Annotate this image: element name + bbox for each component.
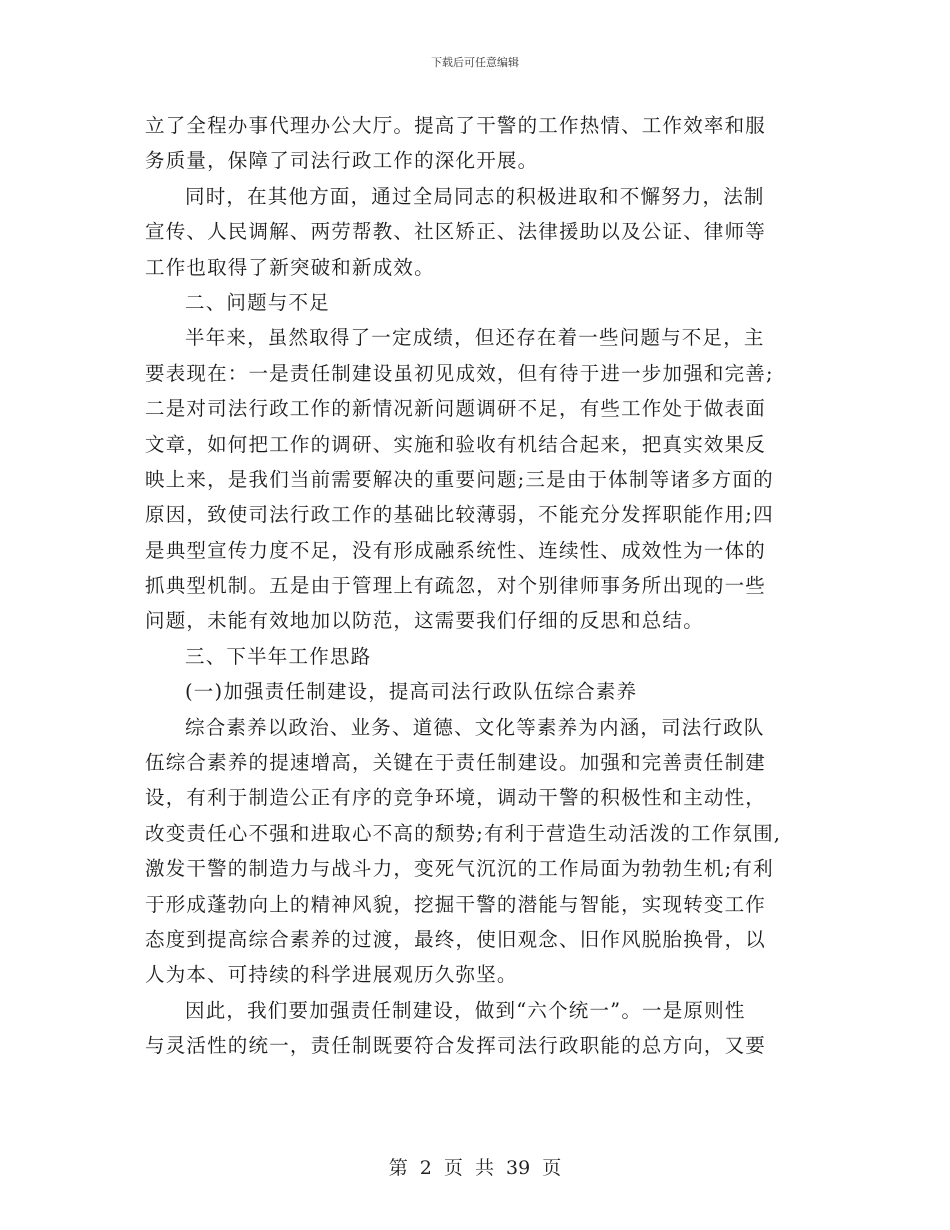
subsection-heading: (一)加强责任制建设，提高司法行政队伍综合素养 [185, 680, 638, 704]
text-line: 宣传、人民调解、两劳帮教、社区矫正、法律援助以及公证、律师等 [145, 220, 767, 244]
text-line: 设，有利于制造公正有序的竞争环境，调动干警的积极性和主动性， [145, 786, 767, 810]
text-line: 要表现在：一是责任制建设虽初见成效，但有待于进一步加强和完善; [145, 361, 774, 385]
text-line: 态度到提高综合素养的过渡，最终，使旧观念、旧作风脱胎换骨，以 [145, 927, 767, 951]
text-line: 综合素养以政治、业务、道德、文化等素养为内涵，司法行政队 [185, 715, 765, 739]
text-line: 改变责任心不强和进取心不高的颓势;有利于营造生动活泼的工作氛围, [145, 821, 782, 845]
text-line: 半年来，虽然取得了一定成绩，但还存在着一些问题与不足，主 [185, 326, 765, 350]
text-line: 因此，我们要加强责任制建设，做到“六个统一”。一是原则性 [185, 998, 746, 1022]
text-line: 工作也取得了新突破和新成效。 [145, 255, 435, 279]
page-number-footer: 第 2 页 共 39 页 [388, 1157, 562, 1179]
section-heading: 三、下半年工作思路 [185, 644, 372, 668]
text-line: 与灵活性的统一，责任制既要符合发挥司法行政职能的总方向，又要 [145, 1034, 767, 1058]
text-line: 同时，在其他方面，通过全局同志的积极进取和不懈努力，法制 [185, 184, 765, 208]
text-line: 于形成蓬勃向上的精神风貌，挖掘干警的潜能与智能，实现转变工作 [145, 892, 767, 916]
text-line: 二是对司法行政工作的新情况新问题调研不足，有些工作处于做表面 [145, 397, 767, 421]
text-line: 问题，未能有效地加以防范，这需要我们仔细的反思和总结。 [145, 609, 704, 633]
text-line: 立了全程办事代理办公大厅。提高了干警的工作热情、工作效率和服 [145, 114, 767, 137]
document-body [145, 108, 805, 1064]
text-line: 务质量，保障了司法行政工作的深化开展。 [145, 149, 539, 173]
text-line: 伍综合素养的提速增高，关键在于责任制建设。加强和完善责任制建 [145, 751, 767, 775]
text-line: 文章，如何把工作的调研、实施和验收有机结合起来，把真实效果反 [145, 432, 767, 456]
text-line: 人为本、可持续的科学进展观历久弥坚。 [145, 963, 518, 987]
section-heading: 二、问题与不足 [185, 290, 330, 314]
text-line: 映上来，是我们当前需要解决的重要问题;三是由于体制等诸多方面的 [145, 467, 774, 491]
text-line: 抓典型机制。五是由于管理上有疏忽，对个别律师事务所出现的一些 [145, 574, 767, 598]
text-line: 是典型宣传力度不足，没有形成融系统性、连续性、成效性为一体的 [145, 538, 767, 562]
page-header-note: 下载后可任意编辑 [431, 56, 519, 69]
text-line: 激发干警的制造力与战斗力，变死气沉沉的工作局面为勃勃生机;有利 [145, 857, 774, 881]
text-line: 原因，致使司法行政工作的基础比较薄弱，不能充分发挥职能作用;四 [145, 503, 774, 527]
